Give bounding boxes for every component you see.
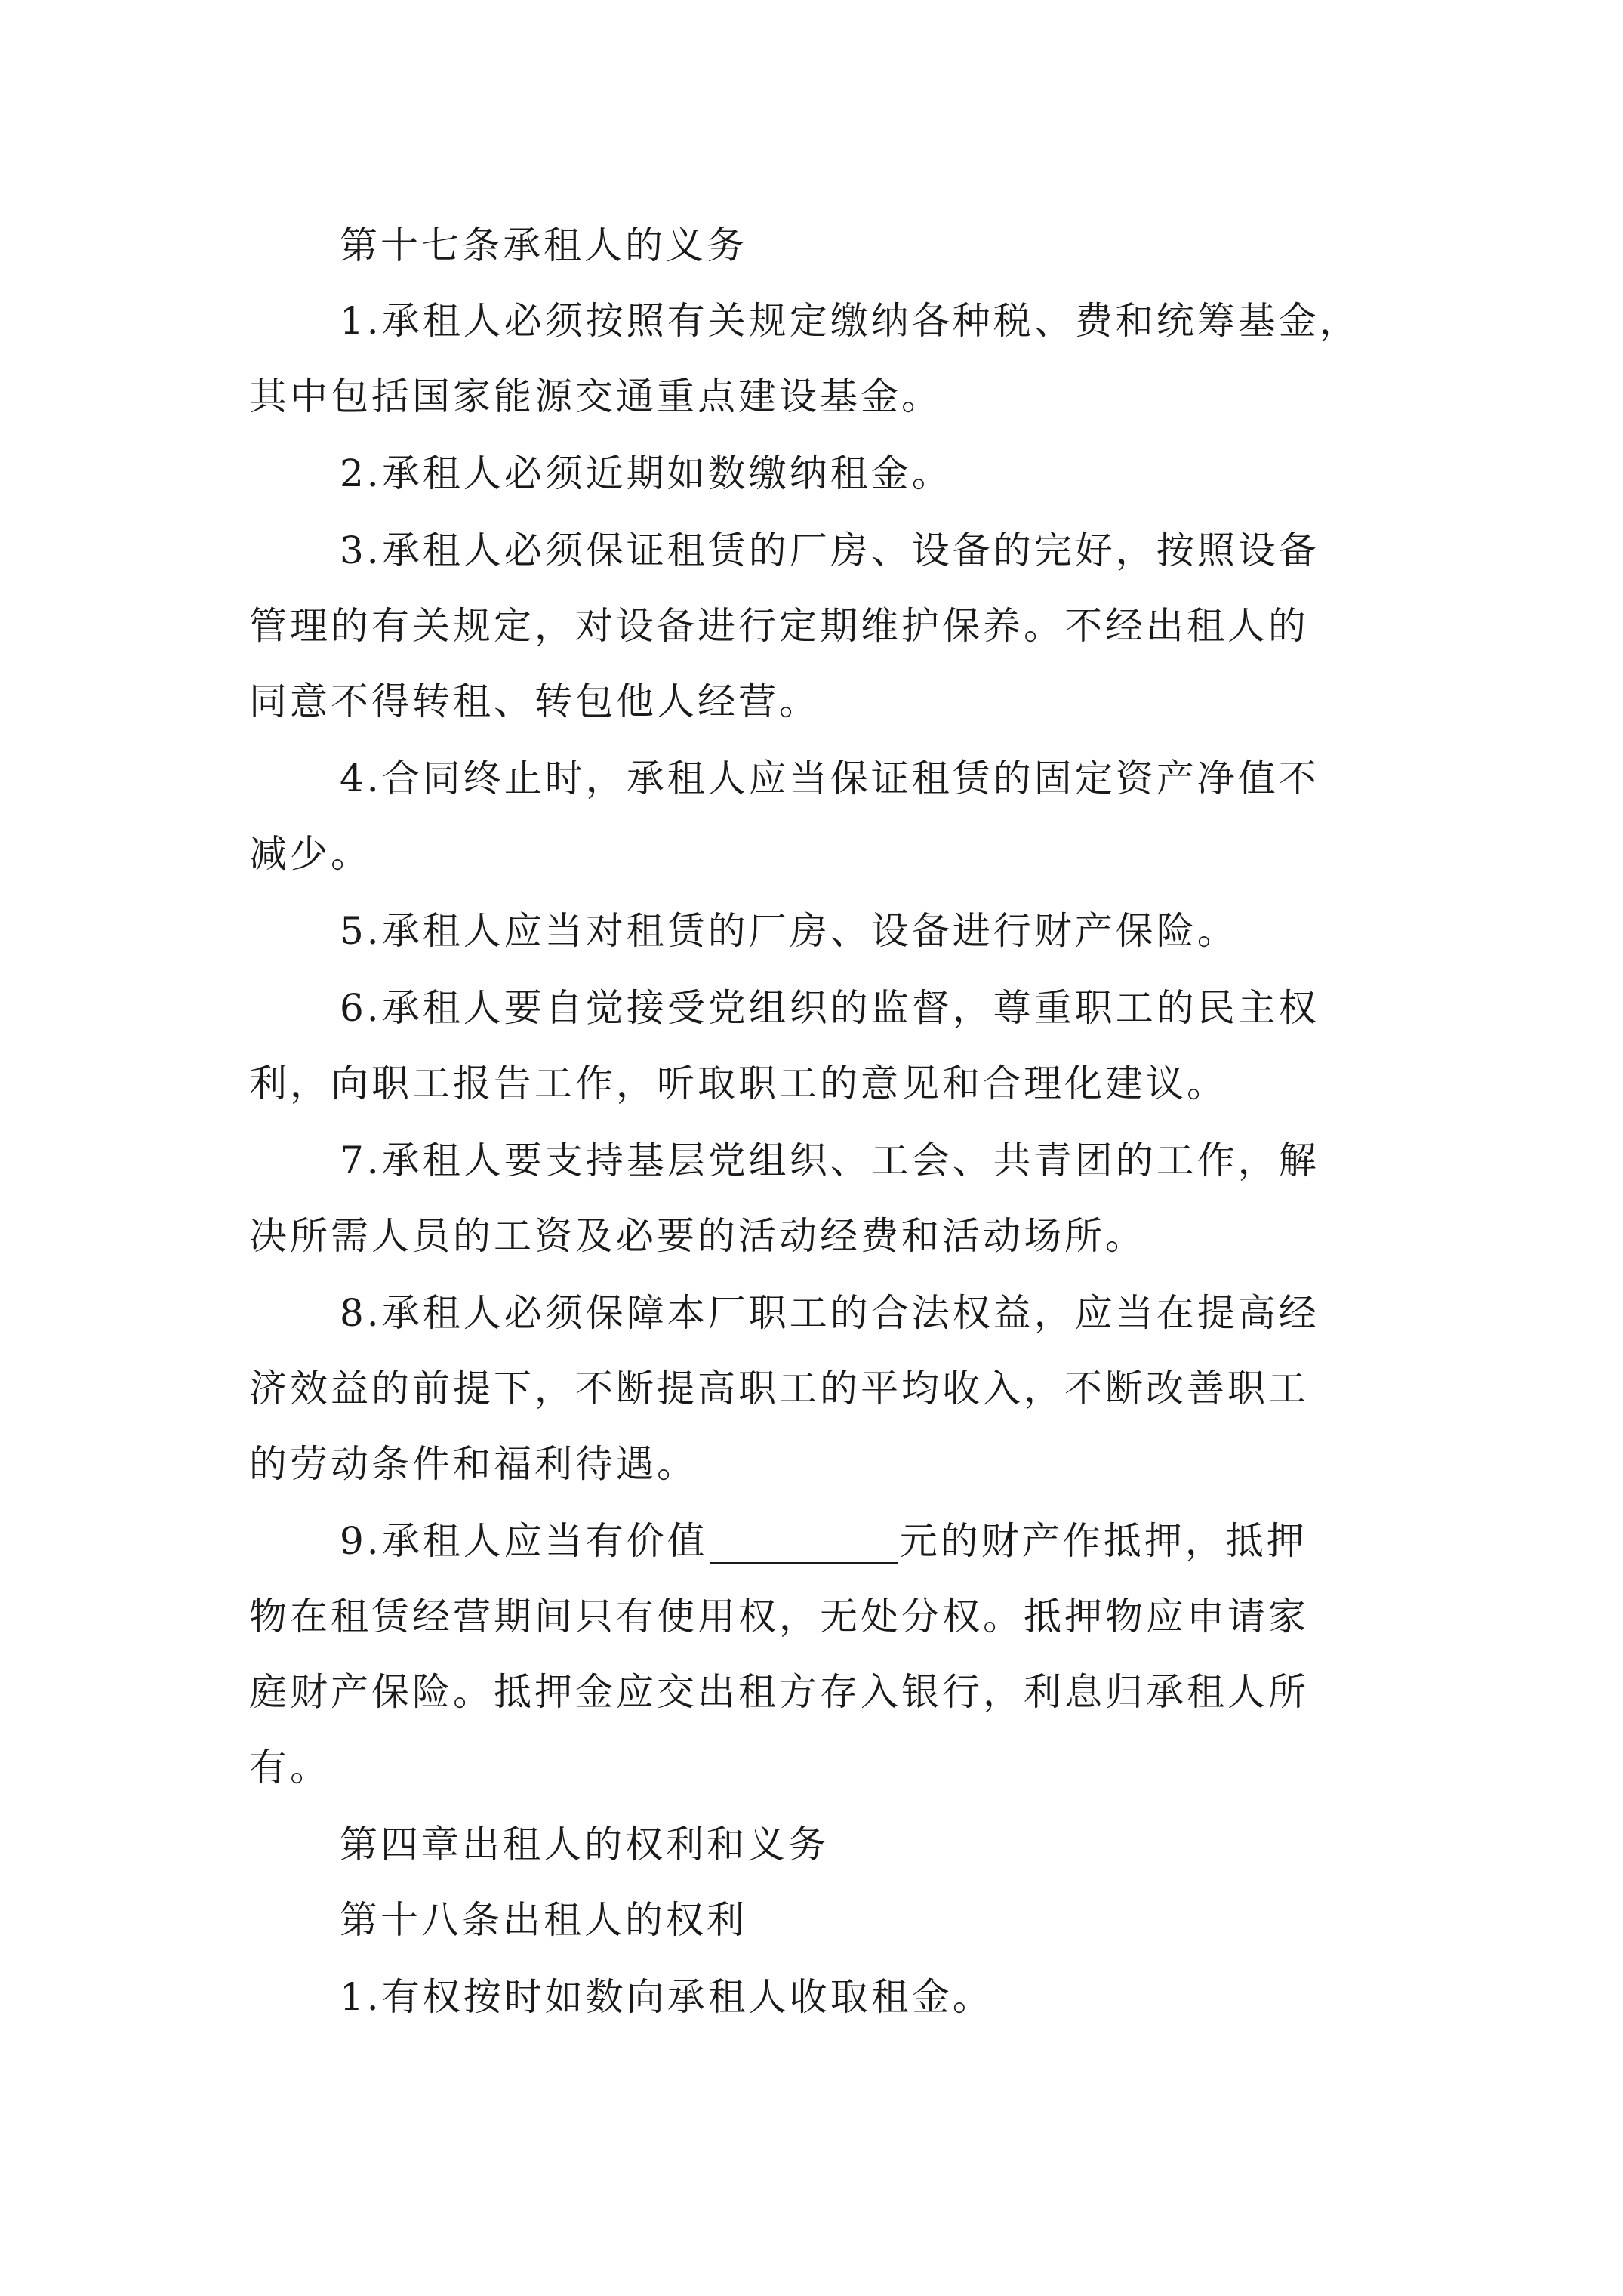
art17-item8-line1: 8.承租人必须保障本厂职工的合法权益，应当在提高经 — [340, 1291, 1320, 1335]
art17-item9-line3: 庭财产保险。抵押金应交出租方存入银行，利息归承租人所 — [249, 1670, 1309, 1714]
art17-item3-line2: 管理的有关规定，对设备进行定期维护保养。不经出租人的 — [249, 604, 1309, 648]
art17-item8-line2: 济效益的前提下，不断提高职工的平均收入，不断改善职工 — [249, 1367, 1309, 1410]
art17-item9-text-after-blank: 元的财产作抵押，抵押 — [899, 1519, 1307, 1563]
art17-item9-line1 — [340, 1518, 1307, 1564]
chapter-4-title: 第四章出租人的权利和义务 — [340, 1823, 829, 1866]
art17-item1-line2: 其中包括国家能源交通重点建设基金。 — [249, 374, 942, 418]
art17-item7-line1: 7.承租人要支持基层党组织、工会、共青团的工作，解 — [340, 1139, 1320, 1182]
article-18-title: 第十八条出租人的权利 — [340, 1898, 747, 1942]
art17-item9-line2: 物在租赁经营期间只有使用权，无处分权。抵押物应申请家 — [249, 1595, 1309, 1638]
art17-item2: 2.承租人必须近期如数缴纳租金。 — [340, 451, 953, 495]
art17-item3-line3: 同意不得转租、转包他人经营。 — [249, 680, 820, 723]
art17-item1-line1: 1.承租人必须按照有关规定缴纳各种税、费和统筹基金， — [340, 299, 1360, 343]
value-blank-field — [710, 1527, 898, 1564]
art17-item9-text-before-blank: 9.承租人应当有价值 — [340, 1519, 708, 1563]
art17-item4-line2: 减少。 — [249, 832, 371, 876]
art17-item6-line1: 6.承租人要自觉接受党组织的监督，尊重职工的民主权 — [340, 986, 1320, 1030]
art17-item5: 5.承租人应当对租赁的厂房、设备进行财产保险。 — [340, 909, 1238, 953]
art17-item7-line2: 决所需人员的工资及必要的活动经费和活动场所。 — [249, 1214, 1146, 1258]
art17-item3-line1: 3.承租人必须保证租赁的厂房、设备的完好，按照设备 — [340, 529, 1320, 572]
art18-item1: 1.有权按时如数向承租人收取租金。 — [340, 1975, 993, 2019]
art17-item6-line2: 利，向职工报告工作，听取职工的意见和合理化建议。 — [249, 1062, 1227, 1105]
article-17-title: 第十七条承租人的义务 — [340, 223, 747, 267]
art17-item4-line1: 4.合同终止时，承租人应当保证租赁的固定资产净值不 — [340, 757, 1320, 800]
art17-item9-line4: 有。 — [249, 1746, 331, 1789]
art17-item8-line3: 的劳动条件和福利待遇。 — [249, 1442, 698, 1486]
